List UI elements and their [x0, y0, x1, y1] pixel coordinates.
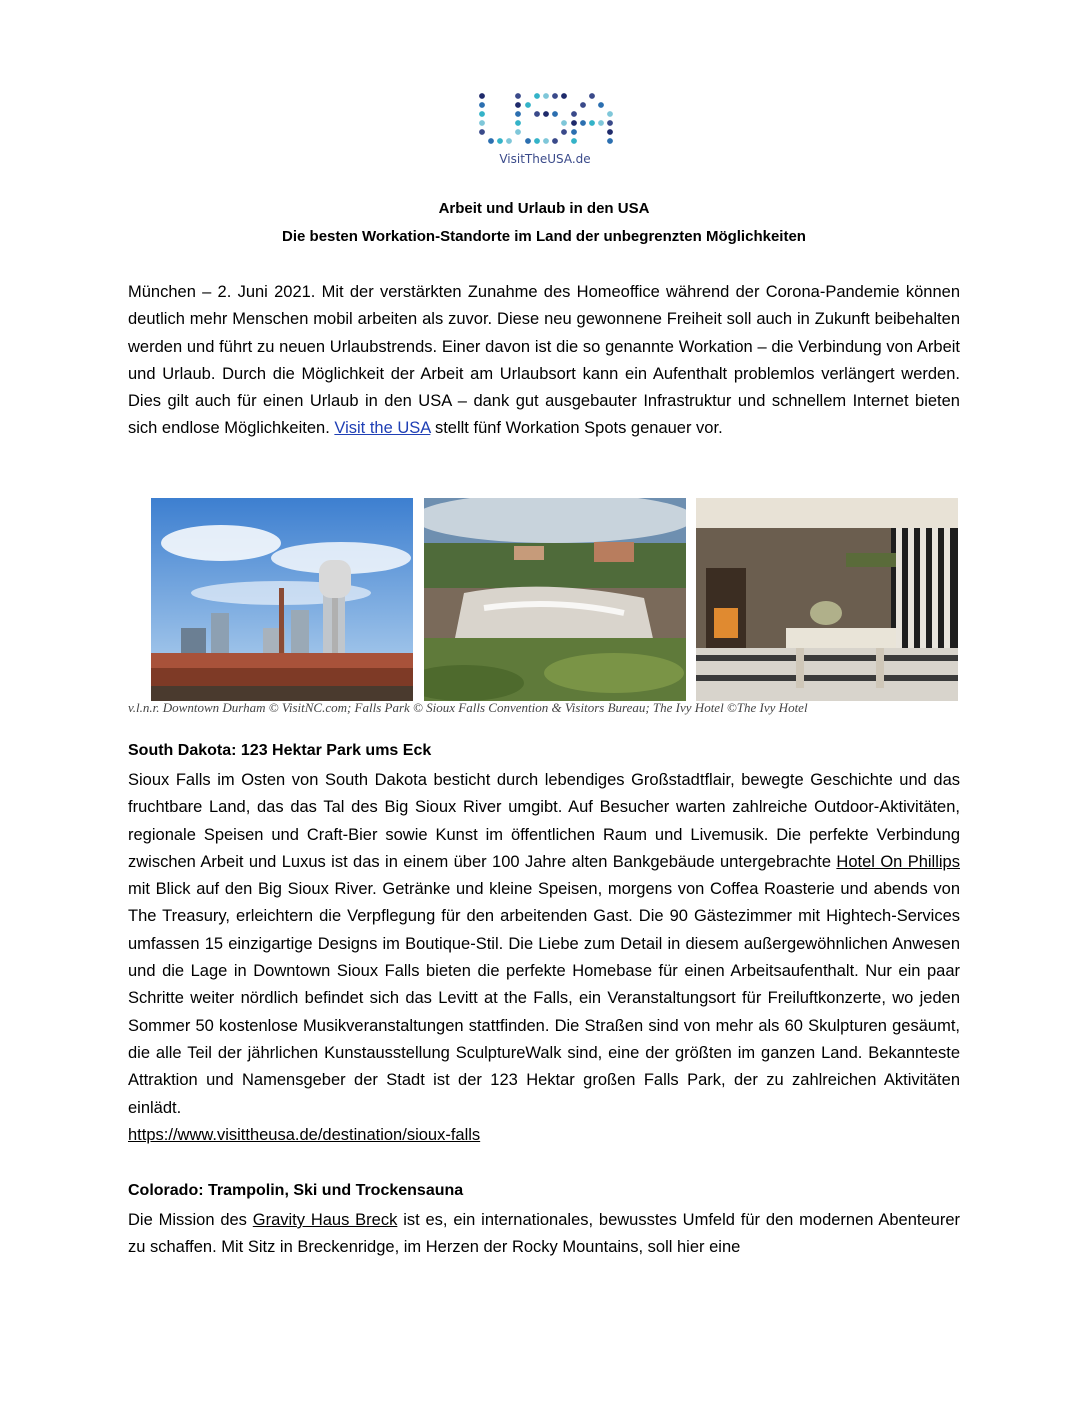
logo-dot [543, 111, 549, 117]
logo-caption: VisitTheUSA.de [499, 152, 591, 166]
logo-dot [561, 120, 567, 126]
photo-downtown-durham [151, 498, 413, 701]
logo-dot [580, 102, 586, 108]
logo-dot [561, 93, 567, 99]
logo-dot [515, 129, 521, 135]
logo-dot [506, 138, 512, 144]
logo-dot [571, 138, 577, 144]
logo-dot [515, 120, 521, 126]
photo-caption: v.l.n.r. Downtown Durham © VisitNC.com; Falls Park © Sioux Falls Convention & Visitors Bureau; The Ivy Hotel ©The Ivy Hotel [128, 700, 808, 715]
logo-dot [488, 138, 494, 144]
visit-the-usa-link[interactable]: Visit the USA [334, 419, 431, 438]
logo-dot [589, 93, 595, 99]
logo-dot [571, 111, 577, 117]
logo-dot [607, 129, 613, 135]
section-body-colorado [128, 1207, 960, 1262]
headline-subtitle: Die besten Workation-Standorte im Land der unbegrenzten Möglichkeiten [282, 228, 806, 245]
logo-dot [543, 138, 549, 144]
intro-paragraph [128, 279, 960, 443]
sioux-falls-url-link[interactable]: https://www.visittheusa.de/destination/sioux-falls [128, 1125, 481, 1144]
colorado-text-2: ist es, ein internationales, bewusstes Umfeld für den modernen Abenteurer zu schaffen. Mit Sitz in Breckenridge, im Herzen der Rocky Mountains, soll hier eine [128, 1211, 961, 1257]
logo-dot [479, 93, 485, 99]
headline-title: Arbeit und Urlaub in den USA [438, 200, 650, 217]
logo-dot [607, 111, 613, 117]
section-heading-south-dakota: South Dakota: 123 Hektar Park ums Eck [128, 742, 432, 759]
logo-dot [515, 102, 521, 108]
hotel-on-phillips-link[interactable]: Hotel On Phillips [836, 852, 960, 871]
colorado-text-1: Die Mission des [128, 1211, 247, 1229]
logo-dot [598, 102, 604, 108]
logo-dot [534, 111, 540, 117]
intro-tail: stellt fünf Workation Spots genauer vor. [434, 419, 723, 438]
logo-dot [515, 111, 521, 117]
intro-text: München – 2. Juni 2021. Mit der verstärkten Zunahme des Homeoffice während der Corona-Pandemie können deutlich mehr Menschen mobil arbeiten als zuvor. Diese neu gewonnene Freiheit soll auch in Zukunft beibehalten werden und führt zu neuen Urlaubstrends. Einer davon ist die so genannte Workation – die Verbindung von Arbeit und Urlaub. Durch die Möglichkeit der Arbeit am Urlaubsort kann ein Aufenthalt problemlos verlängert werden. Dies gilt auch für einen Urlaub in den USA – dank gut ausgebauter Infrastruktur und schnellem Internet bieten sich endlose Möglichkeiten. [128, 283, 960, 438]
logo-dot [561, 129, 567, 135]
logo-dot [543, 93, 549, 99]
photo-ivy-hotel [696, 498, 958, 701]
logo-dot [525, 138, 531, 144]
photo-strip [151, 498, 959, 701]
logo-dot [598, 120, 604, 126]
logo-dot [571, 129, 577, 135]
logo-dot [552, 138, 558, 144]
south-dakota-text-1: Sioux Falls im Osten von South Dakota besticht durch lebendiges Großstadtflair, bewegte Geschichte und das fruchtbare Land, das das Tal des Big Sioux River umgibt. Auf Besucher warten zahlreiche Outdoor-Aktivitäten, regionale Speisen und Craft-Bier sowie Kunst im öffentlichen Raum und Livemusik. Die perfekte Verbindung zwischen Arbeit und Luxus ist das in einem über 100 Jahre alten Bankgebäude untergebrachte [128, 771, 960, 871]
logo-dot [525, 102, 531, 108]
logo-dot [607, 138, 613, 144]
logo-dot [479, 129, 485, 135]
section-heading-colorado: Colorado: Trampolin, Ski und Trockensauna [128, 1182, 464, 1199]
logo-dot [580, 120, 586, 126]
gravity-haus-breck-link[interactable]: Gravity Haus Breck [252, 1211, 398, 1229]
logo-dot [607, 120, 613, 126]
logo-dot [534, 138, 540, 144]
logo-dot [571, 120, 577, 126]
logo-dot [479, 111, 485, 117]
logo-dot [589, 120, 595, 126]
south-dakota-text-2: mit Blick auf den Big Sioux River. Getränke und kleine Speisen, morgens von Coffea Roasterie und abends von The Treasury, erleichtern die Verpflegung für den arbeitenden Gast. Die 90 Gästezimmer mit Hightech-Services umfassen 15 einzigartige Designs im Boutique-Stil. Die Liebe zum Detail in diesem außergewöhnlichen Anwesen und die Lage in Downtown Sioux Falls bieten die perfekte Homebase für einen Arbeitsaufenthalt. Nur ein paar Schritte weiter nördlich befindet sich das Levitt at the Falls, ein Veranstaltungsort für Freiluftkonzerte, wo jeden Sommer 50 kostenlose Musikveranstaltungen stattfinden. Die Straßen sind von mehr als 60 Skulpturen gesäumt, die alle Teil der jährlichen Kunstausstellung SculptureWalk sind, eine der größten im ganzen Land. Bekannteste Attraktion und Namensgeber der Stadt ist der 123 Hektar großen Falls Park, der zu zahlreichen Aktivitäten einlädt. [128, 880, 960, 1117]
photo-falls-park [424, 498, 686, 701]
logo-dot [534, 93, 540, 99]
logo-dot [497, 138, 503, 144]
logo-dot [552, 111, 558, 117]
logo-dot [479, 120, 485, 126]
logo-dot [552, 93, 558, 99]
logo-dot [479, 102, 485, 108]
section-body-south-dakota [128, 767, 960, 1149]
logo-dot [515, 93, 521, 99]
